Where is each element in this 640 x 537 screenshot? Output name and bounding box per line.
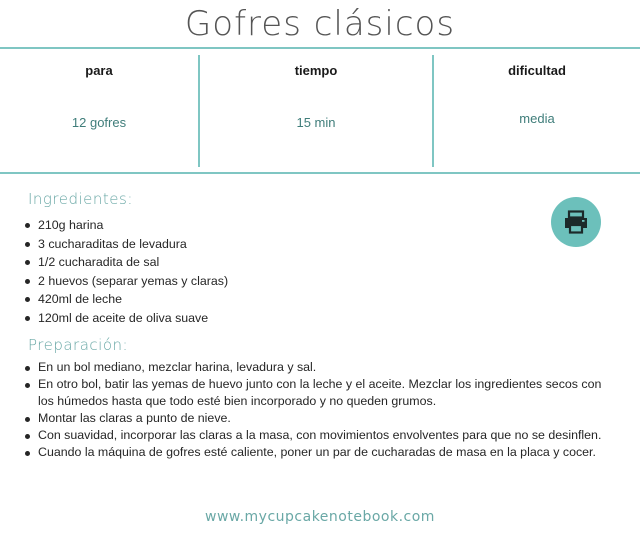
- stat-servings-value: 12 gofres: [71, 115, 127, 130]
- preparation-list: [0, 359, 608, 461]
- preparation-heading: Preparación:: [28, 336, 129, 354]
- list-item: 2 huevos (separar yemas y claras): [38, 272, 518, 291]
- bottom-divider: [0, 172, 640, 174]
- recipe-stats: [0, 49, 640, 172]
- stat-time-value: 15 min: [296, 115, 336, 130]
- list-item: 1/2 cucharadita de sal: [38, 253, 518, 272]
- footer-website: www.mycupcakenotebook.com: [205, 509, 435, 525]
- list-item: 3 cucharaditas de levadura: [38, 235, 518, 254]
- list-item: En otro bol, batir las yemas de huevo junto con la leche y el aceite. Mezclar los ingredientes secos con los húmedos hasta que todo esté bien incorporado y no queden grumos.: [38, 376, 608, 410]
- list-item: 120ml de aceite de oliva suave: [38, 309, 518, 328]
- ingredients-list: [0, 216, 518, 328]
- print-button[interactable]: [551, 197, 601, 247]
- list-item: 420ml de leche: [38, 290, 518, 309]
- list-item: Cuando la máquina de gofres esté caliente, poner un par de cucharadas de masa en la placa y cocer.: [38, 444, 608, 461]
- list-item: Con suavidad, incorporar las claras a la masa, con movimientos envolventes para que no se desinflen.: [38, 427, 608, 444]
- printer-icon: [563, 210, 589, 234]
- stat-difficulty-label: dificultad: [508, 63, 566, 78]
- stat-time-label: tiempo: [294, 63, 338, 78]
- stat-difficulty-value: media: [519, 111, 555, 126]
- list-item: En un bol mediano, mezclar harina, levadura y sal.: [38, 359, 608, 376]
- stat-difficulty: [434, 49, 640, 172]
- list-item: Montar las claras a punto de nieve.: [38, 410, 608, 427]
- stat-servings-label: para: [85, 63, 113, 78]
- recipe-title: Gofres clásicos: [184, 4, 456, 44]
- list-item: 210g harina: [38, 216, 518, 235]
- stat-servings: [0, 49, 198, 172]
- stat-time: [200, 49, 432, 172]
- ingredients-heading: Ingredientes:: [28, 190, 133, 208]
